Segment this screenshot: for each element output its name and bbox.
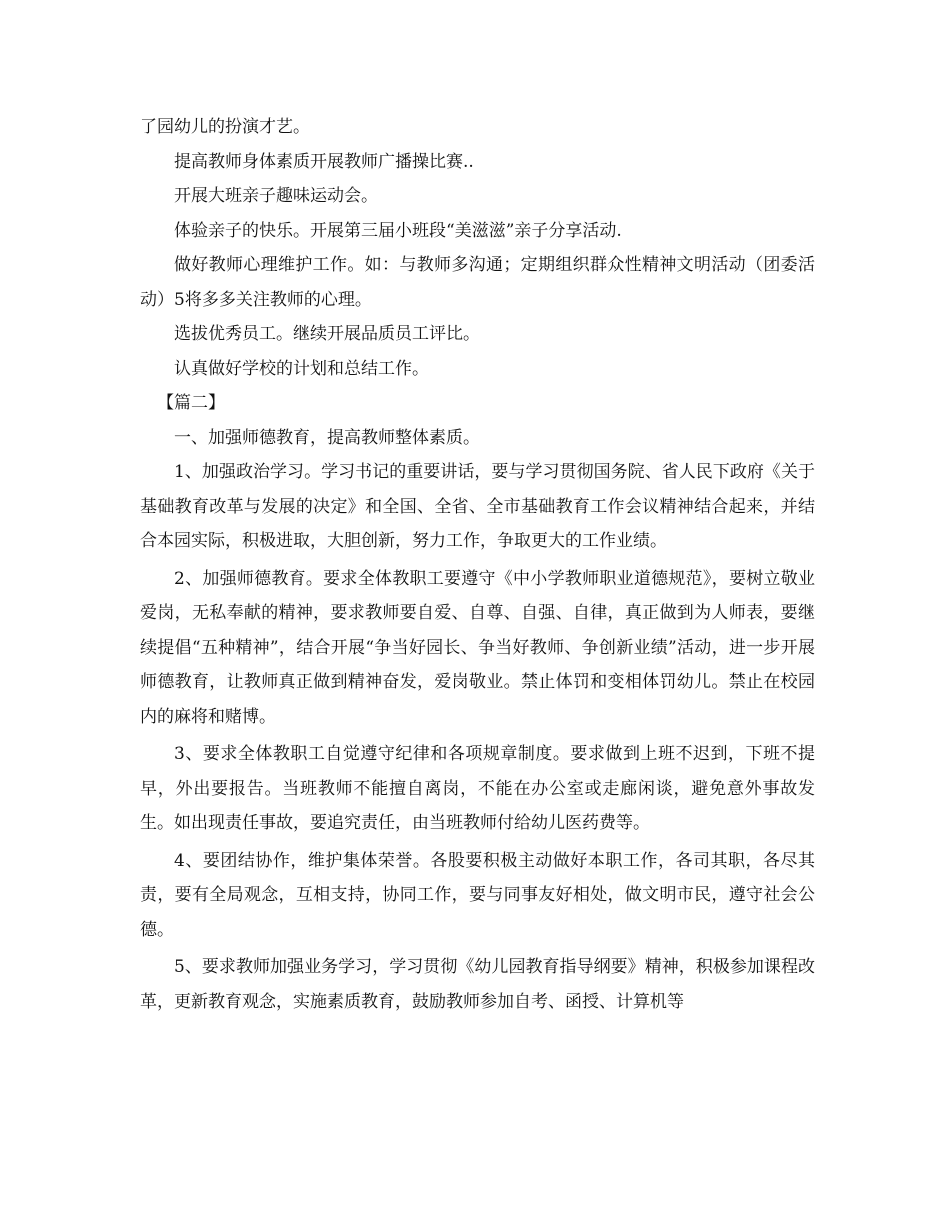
paragraph-item-2: 2、加强师德教育。要求全体教职工要遵守《中小学教师职业道德规范》，要树立敬业爱岗，无私奉献的精神，要求教师要自爱、自尊、自强、自律，真正做到为人师表，要继续提倡“五种精神”，结合开展“争当好园长、争当好教师、争创新业绩”活动，进一步开展师德教育，让教师真正做到精神奋发，爱岗敬业。禁止体罚和变相体罚幼儿。禁止在校园内的麻将和赌博。 — [140, 568, 815, 727]
paragraph-item-5: 5、要求教师加强业务学习，学习贯彻《幼儿园教育指导纲要》精神，积极参加课程改革，更新教育观念，实施素质教育，鼓励教师参加自考、函授、计算机等 — [140, 957, 815, 1012]
paragraph: 体验亲子的快乐。开展第三届小班段“美滋滋”亲子分享活动. — [174, 220, 622, 241]
paragraph-item-3: 3、要求全体教职工自觉遵守纪律和各项规章制度。要求做到上班不迟到，下班不提早，外出要报告。当班教师不能擅自离岗，不能在办公室或走廊闲谈，避免意外事故发生。如出现责任事故，要追究责任，由当班教师付给幼儿医药费等。 — [140, 744, 815, 833]
document-body — [140, 110, 815, 1019]
paragraph: 提高教师身体素质开展教师广播操比赛.. — [174, 151, 474, 172]
subsection-heading: 一、加强师德教育，提高教师整体素质。 — [174, 427, 480, 448]
paragraph-continuation: 了园幼儿的扮演才艺。 — [140, 117, 310, 137]
paragraph-item-1: 1、加强政治学习。学习书记的重要讲话，要与学习贯彻国务院、省人民下政府《关于基础教育改革与发展的决定》和全国、全省、全市基础教育工作会议精神结合起来，并结合本园实际，积极进取，大胆创新，努力工作，争取更大的工作业绩。 — [140, 462, 815, 551]
paragraph: 认真做好学校的计划和总结工作。 — [174, 358, 429, 379]
paragraph: 做好教师心理维护工作。如：与教师多沟通；定期组织群众性精神文明活动（团委活动）5将多多关注教师的心理。 — [140, 255, 815, 310]
paragraph-item-4: 4、要团结协作，维护集体荣誉。各股要积极主动做好本职工作，各司其职，各尽其责，要有全局观念，互相支持，协同工作，要与同事友好相处，做文明市民，遵守社会公德。 — [140, 850, 815, 940]
paragraph: 开展大班亲子趣味运动会。 — [174, 186, 378, 206]
section-heading: 【篇二】 — [157, 393, 225, 413]
paragraph: 选拔优秀员工。继续开展品质员工评比。 — [174, 324, 480, 344]
